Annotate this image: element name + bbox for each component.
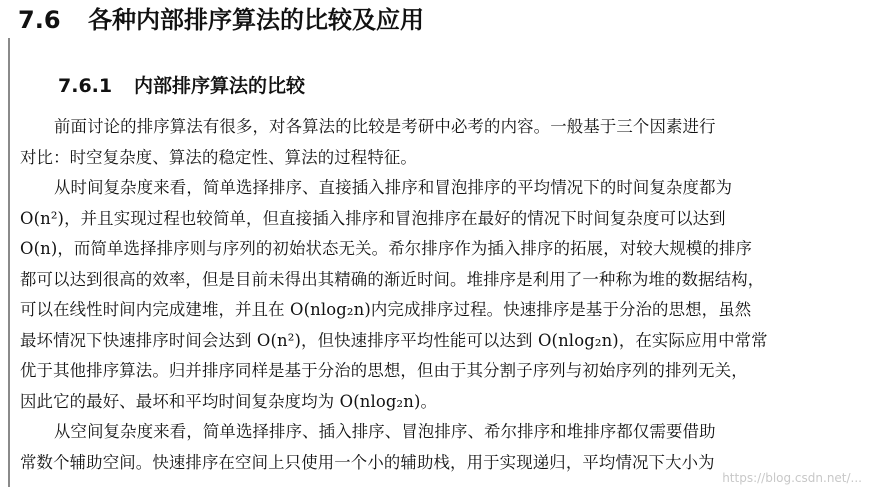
text-line: O(n²)，并且实现过程也较简单，但直接插入排序和冒泡排序在最好的情况下时间复杂度可以达到	[20, 208, 726, 228]
text-line: O(n)，而简单选择排序则与序列的初始状态无关。希尔排序作为插入排序的拓展，对较大规模的排序	[20, 239, 753, 258]
text-line: 对比：时空复杂度、算法的稳定性、算法的过程特征。	[20, 147, 417, 167]
text-line: 因此它的最好、最坏和平均时间复杂度均为 O(nlog₂n)。	[20, 391, 438, 411]
text-line: 可以在线性时间内完成建堆，并且在 O(nlog₂n)内完成排序过程。快速排序是基于分治的思想，虽然	[20, 300, 752, 319]
subsection-heading	[58, 70, 305, 102]
section-number: 7.6	[18, 6, 61, 34]
text-line: 前面讨论的排序算法有很多，对各算法的比较是考研中必考的内容。一般基于三个因素进行	[54, 117, 716, 136]
text-line: 从时间复杂度来看，简单选择排序、直接插入排序和冒泡排序的平均情况下的时间复杂度都为	[54, 178, 733, 197]
subsection-number: 7.6.1	[58, 75, 113, 97]
text-line: 最坏情况下快速排序时间会达到 O(n²)，但快速排序平均性能可以达到 O(nlog₂n)，在实际应用中常常	[20, 330, 768, 350]
text-line: 常数个辅助空间。快速排序在空间上只使用一个小的辅助栈，用于实现递归，平均情况下大小为	[20, 452, 715, 472]
section-title: 各种内部排序算法的比较及应用	[88, 6, 424, 34]
text-line: 优于其他排序算法。归并排序同样是基于分治的思想，但由于其分割子序列与初始序列的排列无关，	[20, 361, 748, 380]
watermark: https://blog.csdn.net/...	[722, 471, 862, 485]
body-text	[20, 112, 866, 478]
page-margin-rule	[8, 38, 10, 487]
text-line: 都可以达到很高的效率，但是目前未得出其精确的渐近时间。堆排序是利用了一种称为堆的数据结构，	[20, 269, 765, 289]
section-heading	[18, 2, 424, 38]
subsection-title: 内部排序算法的比较	[134, 75, 306, 97]
text-line: 从空间复杂度来看，简单选择排序、插入排序、冒泡排序、希尔排序和堆排序都仅需要借助	[54, 422, 716, 441]
